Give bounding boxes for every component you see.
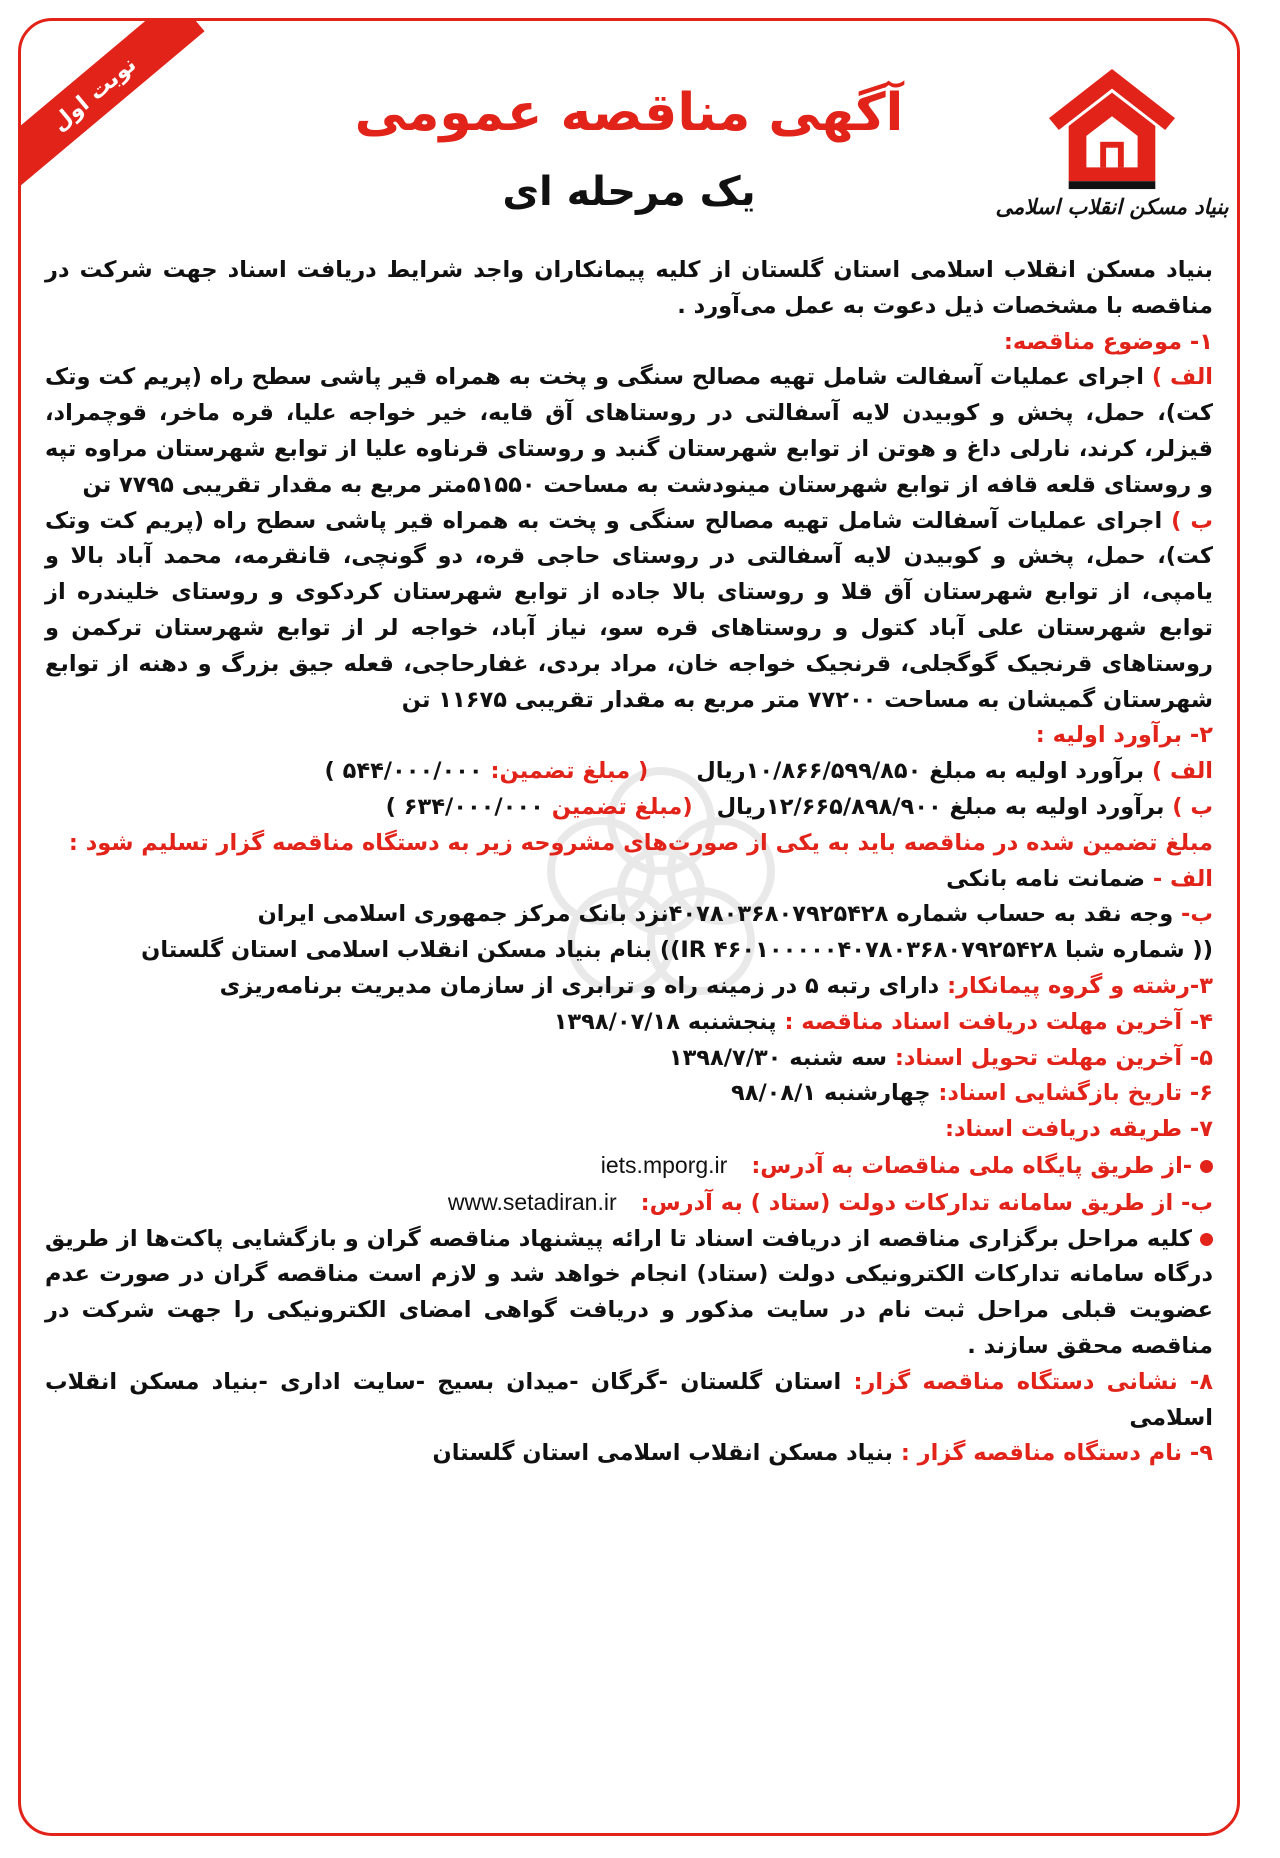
estimate-a-guarantee-value: ۵۴۴/۰۰۰/۰۰۰ ) xyxy=(324,758,483,785)
estimate-b-guarantee-open: (مبلغ تضمین xyxy=(551,793,693,820)
bullet-icon xyxy=(1200,1160,1213,1173)
estimate-a-label: الف ) xyxy=(1151,758,1213,785)
section-6-text: چهارشنبه ۹۸/۰۸/۱ xyxy=(731,1080,931,1107)
item-1a-text: اجرای عملیات آسفالت شامل تهیه مصالح سنگی و پخت به همراه قیر پاشی سطح راه (پریم کت وتک کت)، حمل، پخش و کوبیدن لایه آسفالتی در روستاهای آق قایه، خیر خواجه علیا، قره ماخر، قوچمراد، قیزلر، کرند، نارلی داغ و هوتن از توابع شهرستان گنبد و روستای قرناوه علیا از توابع شهرستان مراوه تپه و روستای قلعه قافه از توابع شهرستان مینودشت به مساحت ۵۱۵۵۰متر مربع به مقدار تقریبی ۷۷۹۵ تن xyxy=(45,364,1213,498)
guarantee-option-a-label: الف - xyxy=(1152,865,1213,892)
page-title: آگهی مناقصه عمومی xyxy=(354,83,904,143)
estimate-b-guarantee-value: ۶۳۴/۰۰۰/۰۰۰ ) xyxy=(385,793,544,820)
section-9-heading: ۹- نام دستگاه مناقصه گزار : xyxy=(900,1440,1213,1467)
section-2-heading: ۲- برآورد اولیه : xyxy=(1035,722,1213,749)
intro-paragraph: بنیاد مسکن انقلاب اسلامی استان گلستان از کلیه پیمانکاران واجد شرایط دریافت اسناد جهت شرکت در مناقصه با مشخصات ذیل دعوت به عمل می‌آورد . xyxy=(45,257,1213,319)
section-4 xyxy=(45,1005,1213,1041)
item-1b-label: ب ) xyxy=(1171,507,1213,534)
section-3-text: دارای رتبه ۵ در زمینه راه و ترابری از سازمان مدیریت برنامه‌ریزی xyxy=(219,972,940,999)
section-5 xyxy=(45,1041,1213,1077)
estimate-a xyxy=(45,754,1213,790)
section-6-heading: ۶- تاریخ بازگشایی اسناد: xyxy=(938,1080,1213,1107)
section-4-text: پنجشنبه ۱۳۹۸/۰۷/۱۸ xyxy=(553,1008,777,1035)
estimate-b-label: ب ) xyxy=(1172,793,1213,820)
process-note xyxy=(45,1222,1213,1365)
section-8-text: استان گلستان -گرگان -میدان بسیج -سایت اداری -بنیاد مسکن انقلاب اسلامی xyxy=(45,1368,1213,1431)
section-3-heading: ۳-رشته و گروه پیمانکار: xyxy=(947,972,1213,999)
item-1a xyxy=(45,360,1213,503)
section-5-heading: ۵- آخرین مهلت تحویل اسناد: xyxy=(894,1044,1213,1071)
estimate-b-text: برآورد اولیه به مبلغ ۱۲/۶۶۵/۸۹۸/۹۰۰ریال xyxy=(716,793,1165,820)
process-note-text: کلیه مراحل برگزاری مناقصه از دریافت اسناد تا ارائه پیشنهاد مناقصه گران و بازگشایی پاکت‌ها از طریق درگاه سامانه تدارکات الکترونیکی دولت (ستاد) انجام خواهد شد و لازم است مناقصه گران در صورت عدم عضویت قبلی مراحل ثبت نام در سایت مذکور و دریافت گواهی امضای الکترونیکی را جهت شرکت در مناقصه محقق سازند . xyxy=(45,1225,1213,1359)
estimate-a-text: برآورد اولیه به مبلغ ۱۰/۸۶۶/۵۹۹/۸۵۰ریال xyxy=(696,758,1145,785)
item-1b-text: اجرای عملیات آسفالت شامل تهیه مصالح سنگی و پخت به همراه قیر پاشی سطح راه (پریم کت وتک کت)، حمل، پخش و کوبیدن لایه آسفالتی در روستای حاجی قره، دو گونچی، قانقرمه، محمد آباد بالا و یامپی، از توابع شهرستان آق قلا و روستای بالا جاده از توابع شهرستان کردکوی و روستای خلیندره از توابع شهرستان علی آباد کتول و روستاهای قره سو، نیاز آباد، خواجه لر از توابع شهرستان ترکمن و روستاهای قرنجیک گوگجلی، قرنجیک خواجه خان، مراد بردی، غفارحاجی، قعله جیق بزرگ و دهنه از توابع شهرستان گمیشان به مساحت ۷۷۲۰۰ متر مربع به مقدار تقریبی ۱۱۶۷۵ تن xyxy=(45,507,1213,713)
item-1b xyxy=(45,504,1213,719)
section-9-text: بنیاد مسکن انقلاب اسلامی استان گلستان xyxy=(432,1440,893,1467)
estimate-a-guarantee-open: ( مبلغ تضمین: xyxy=(490,758,649,785)
guarantee-note: مبلغ تضمین شده در مناقصه باید به یکی از صورت‌های مشروحه زیر به دستگاه مناقصه گزار تسلیم شود : xyxy=(68,829,1213,856)
guarantee-option-a xyxy=(45,862,1213,898)
section-8 xyxy=(45,1365,1213,1437)
section-4-heading: ۴- آخرین مهلت دریافت اسناد مناقصه : xyxy=(784,1008,1213,1035)
section-1-heading: ۱- موضوع مناقصه: xyxy=(1003,328,1213,355)
item-1a-label: الف ) xyxy=(1151,364,1213,391)
section-5-text: سه شنبه ۱۳۹۸/۷/۳۰ xyxy=(668,1044,888,1071)
bullet-icon xyxy=(1200,1233,1213,1246)
estimate-b xyxy=(45,790,1213,826)
page-subtitle: یک مرحله ای xyxy=(502,169,756,215)
section-6 xyxy=(45,1076,1213,1112)
guarantee-option-b-label: ب- xyxy=(1181,901,1213,928)
sheba-number: (( شماره شبا IR ۴۶۰۱۰۰۰۰۰۴۰۷۸۰۳۶۸۰۷۹۲۵۴۲۸)) بنام بنیاد مسکن انقلاب اسلامی استان گلستان xyxy=(141,937,1213,964)
section-9 xyxy=(45,1436,1213,1472)
method-a xyxy=(45,1148,1213,1185)
announcement-body xyxy=(45,253,1213,1472)
section-7-heading: ۷- طریقه دریافت اسناد: xyxy=(944,1116,1213,1143)
method-b-text: ب- از طریق سامانه تدارکات دولت (ستاد ) به آدرس: xyxy=(640,1189,1213,1216)
guarantee-option-b-text: وجه نقد به حساب شماره ۴۰۷۸۰۳۶۸۰۷۹۲۵۴۲۸نزد بانک مرکز جمهوری اسلامی ایران xyxy=(257,901,1174,928)
section-8-heading: ۸- نشانی دستگاه مناقصه گزار: xyxy=(853,1368,1213,1395)
method-b xyxy=(45,1185,1213,1222)
guarantee-option-b xyxy=(45,897,1213,933)
method-a-text: -از طریق پایگاه ملی مناقصات به آدرس: xyxy=(751,1152,1193,1179)
iets-link[interactable]: iets.mporg.ir xyxy=(600,1151,728,1178)
logo-text: بنیاد مسکن انقلاب اسلامی xyxy=(995,195,1229,219)
section-3 xyxy=(45,969,1213,1005)
first-notice-ribbon: نوبت اول xyxy=(18,18,205,192)
guarantee-option-a-text: ضمانت نامه بانکی xyxy=(946,865,1146,892)
announcement-frame xyxy=(18,18,1240,1836)
setadiran-link[interactable]: www.setadiran.ir xyxy=(447,1188,617,1215)
